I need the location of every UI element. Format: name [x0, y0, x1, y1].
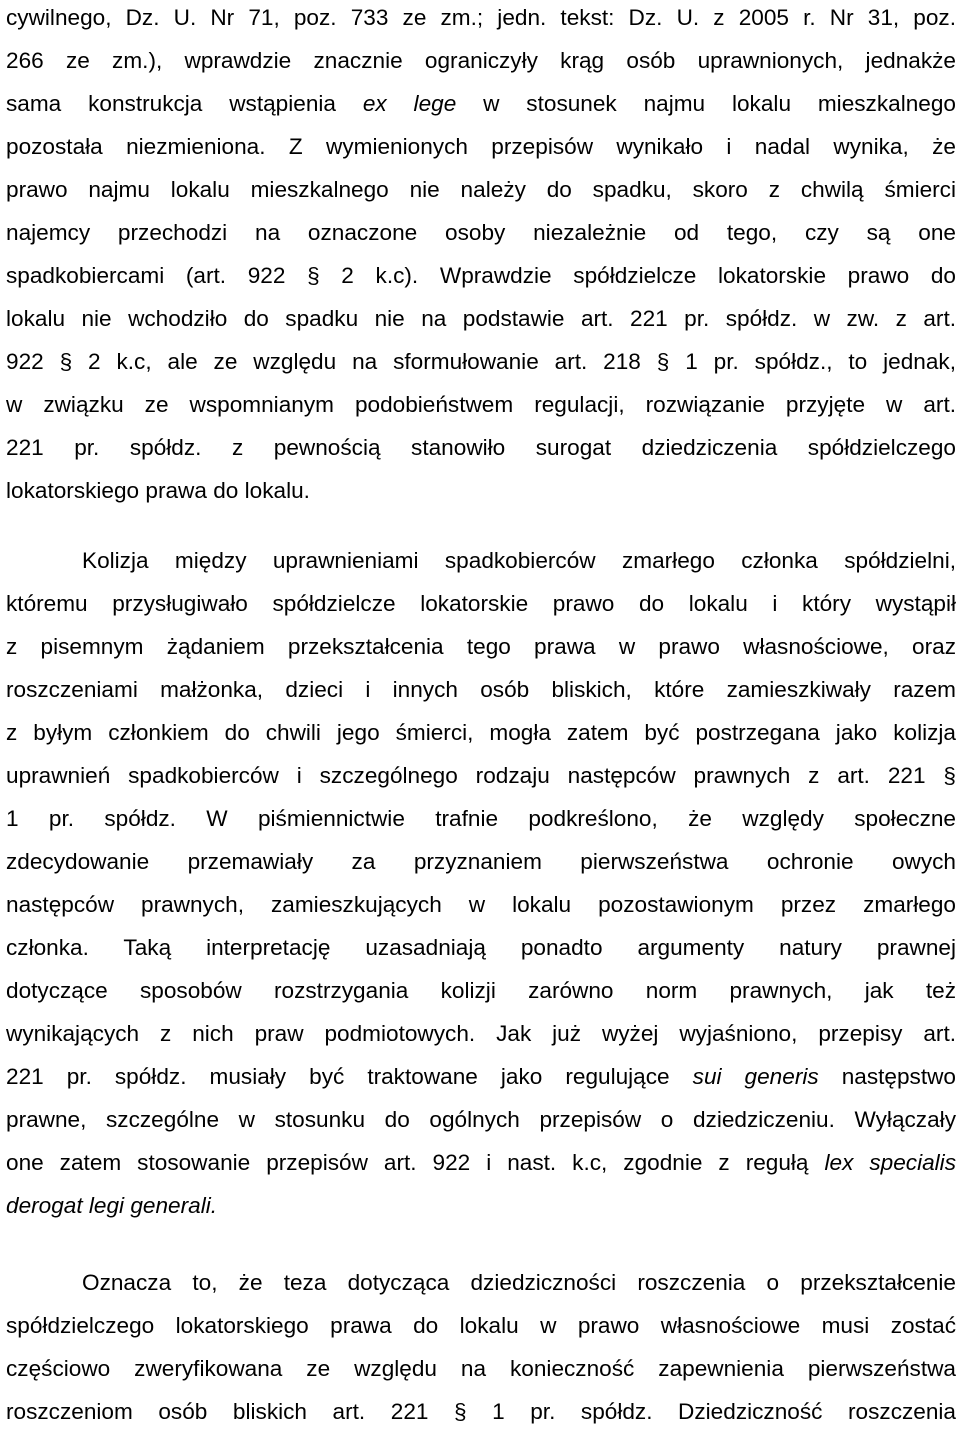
text-line: lokalu nie wchodziło do spadku nie na podstawie art. 221 pr. spółdz. w zw. z art.: [6, 306, 956, 331]
text-line: z byłym członkiem do chwili jego śmierci, mogła zatem być postrzegana jako kolizja: [6, 720, 956, 745]
text-line: lokatorskiego prawa do lokalu.: [6, 478, 310, 503]
text-line: [6, 1190, 217, 1222]
text-line: 266 ze zm.), wprawdzie znacznie ograniczyły krąg osób uprawnionych, jednakże: [6, 48, 956, 73]
italic-term: derogat legi generali.: [6, 1193, 218, 1218]
text-line: uprawnień spadkobierców i szczególnego rodzaju następców prawnych z art. 221 §: [6, 763, 956, 788]
text-run: one zatem stosowanie przepisów art. 922 i nast. k.c, zgodnie z regułą: [6, 1150, 825, 1175]
text-line: z pisemnym żądaniem przekształcenia tego prawa w prawo własnościowe, oraz: [6, 634, 956, 659]
italic-term: ex lege: [362, 91, 457, 116]
text-line: zdecydowanie przemawiały za przyznaniem pierwszeństwa ochronie owych: [6, 849, 956, 874]
text-line: wynikających z nich praw podmiotowych. Jak już wyżej wyjaśniono, przepisy art.: [6, 1021, 956, 1046]
text-line: [6, 88, 956, 120]
italic-term: lex specialis: [824, 1150, 956, 1175]
text-line: cywilnego, Dz. U. Nr 71, poz. 733 ze zm.; jedn. tekst: Dz. U. z 2005 r. Nr 31, poz.: [6, 5, 956, 30]
text-line: Kolizja między uprawnieniami spadkobierców zmarłego członka spółdzielni,: [82, 548, 956, 573]
text-line: 221 pr. spółdz. z pewnością stanowiło surogat dziedziczenia spółdzielczego: [6, 435, 956, 460]
text-line: któremu przysługiwało spółdzielcze lokatorskie prawo do lokalu i który wystąpił: [6, 591, 956, 616]
text-line: następców prawnych, zamieszkujących w lokalu pozostawionym przez zmarłego: [6, 892, 956, 917]
text-line: [6, 1147, 956, 1179]
text-run: w stosunek najmu lokalu mieszkalnego: [456, 91, 957, 116]
text-line: spółdzielczego lokatorskiego prawa do lokalu w prawo własnościowe musi zostać: [6, 1313, 956, 1338]
text-run: sama konstrukcja wstąpienia: [6, 91, 363, 116]
text-line: prawne, szczególne w stosunku do ogólnych przepisów o dziedziczeniu. Wyłączały: [6, 1107, 956, 1132]
text-run: 221 pr. spółdz. musiały być traktowane jako regulujące: [6, 1064, 693, 1089]
text-line: pozostała niezmieniona. Z wymienionych przepisów wynikało i nadal wynika, że: [6, 134, 956, 159]
text-line: w związku ze wspomnianym podobieństwem regulacji, rozwiązanie przyjęte w art.: [6, 392, 956, 417]
text-line: [6, 1061, 956, 1093]
text-line: spadkobiercami (art. 922 § 2 k.c). Wprawdzie spółdzielcze lokatorskie prawo do: [6, 263, 956, 288]
text-line: roszczeniom osób bliskich art. 221 § 1 pr. spółdz. Dziedziczność roszczenia: [6, 1399, 956, 1424]
text-line: 1 pr. spółdz. W piśmiennictwie trafnie podkreślono, że względy społeczne: [6, 806, 956, 831]
text-line: prawo najmu lokalu mieszkalnego nie należy do spadku, skoro z chwilą śmierci: [6, 177, 956, 202]
text-line: dotyczące sposobów rozstrzygania kolizji zarówno norm prawnych, jak też: [6, 978, 956, 1003]
text-run: następstwo: [818, 1064, 956, 1089]
italic-term: sui generis: [692, 1064, 819, 1089]
text-line: Oznacza to, że teza dotycząca dziedziczności roszczenia o przekształcenie: [82, 1270, 956, 1295]
text-line: częściowo zweryfikowana ze względu na konieczność zapewnienia pierwszeństwa: [6, 1356, 956, 1381]
text-line: najemcy przechodzi na oznaczone osoby niezależnie od tego, czy są one: [6, 220, 956, 245]
text-line: 922 § 2 k.c, ale ze względu na sformułowanie art. 218 § 1 pr. spółdz., to jednak,: [6, 349, 956, 374]
text-line: roszczeniami małżonka, dzieci i innych osób bliskich, które zamieszkiwały razem: [6, 677, 956, 702]
text-line: członka. Taką interpretację uzasadniają ponadto argumenty natury prawnej: [6, 935, 956, 960]
